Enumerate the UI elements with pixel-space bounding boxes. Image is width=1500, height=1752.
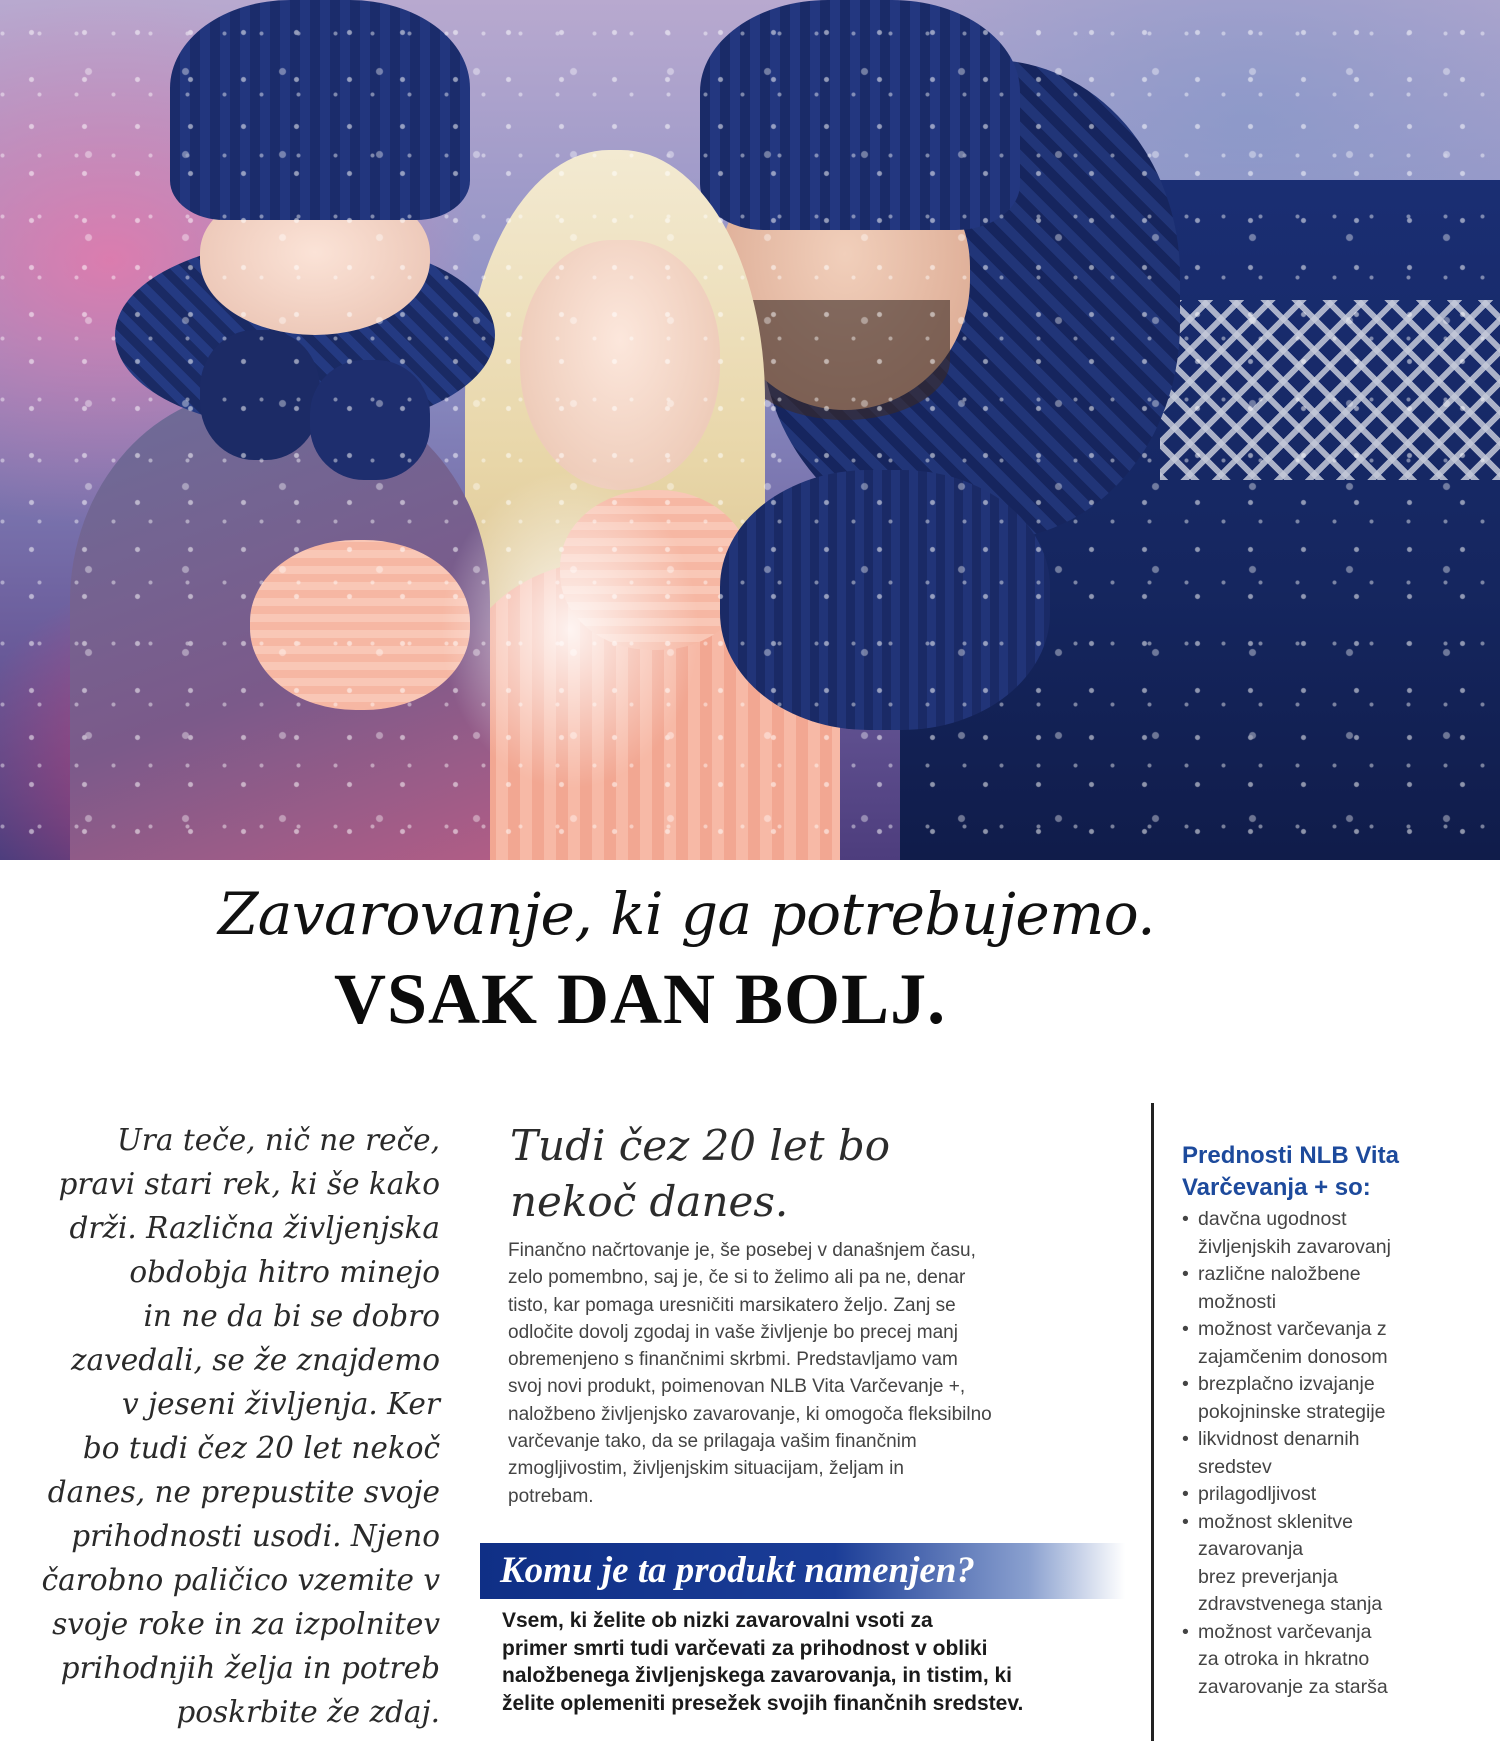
benefit-text: življenjskih zavarovanj xyxy=(1198,1235,1391,1258)
benefit-item xyxy=(1182,1481,1492,1509)
banner-title: Komu je ta produkt namenjen? xyxy=(500,1550,975,1591)
quote-line: danes, ne prepustite svoje xyxy=(47,1475,440,1509)
benefit-text: zavarovanje za starša xyxy=(1198,1675,1388,1698)
body-line: tisto, kar pomaga uresničiti marsikatero željo. Zanj se xyxy=(508,1294,956,1316)
section-heading-line: nekoč danes. xyxy=(510,1177,789,1226)
benefit-item xyxy=(1182,1509,1492,1619)
benefit-text: pokojninske strategije xyxy=(1198,1400,1386,1423)
intro-quote xyxy=(40,1118,440,1734)
quote-line: čarobno paličico vzemite v xyxy=(41,1563,440,1597)
benefit-item xyxy=(1182,1261,1492,1316)
quote-line: obdobja hitro minejo xyxy=(129,1255,440,1289)
benefit-item xyxy=(1182,1619,1492,1702)
benefit-text: • davčna ugodnost xyxy=(1198,1208,1347,1230)
benefits-heading-line: Prednosti NLB Vita xyxy=(1182,1142,1399,1169)
benefit-text: • možnost varčevanja z xyxy=(1198,1318,1387,1340)
audience-line: Vsem, ki želite ob nizki zavarovalni vsoti za xyxy=(502,1609,933,1632)
headline-line2: VSAK DAN BOLJ. xyxy=(334,959,947,1039)
body-line: varčevanje tako, da se prilagaja vašim finančnim xyxy=(508,1431,917,1453)
target-audience-banner xyxy=(480,1543,1125,1599)
benefit-text: zavarovanja xyxy=(1198,1538,1304,1560)
quote-line: v jeseni življenja. Ker xyxy=(121,1387,440,1421)
section-heading-line: Tudi čez 20 let bo xyxy=(510,1121,891,1170)
quote-line: bo tudi čez 20 let nekoč xyxy=(82,1431,440,1465)
quote-line: prihodnosti usodi. Njeno xyxy=(71,1519,440,1553)
section-heading xyxy=(510,1118,990,1230)
quote-line: Ura teče, nič ne reče, xyxy=(116,1123,440,1157)
audience-line: naložbenega življenjskega zavarovanja, in tistim, ki xyxy=(502,1664,1013,1687)
quote-line: poskrbite že zdaj. xyxy=(176,1695,440,1729)
benefit-item xyxy=(1182,1316,1492,1371)
benefit-text: • različne naložbene xyxy=(1198,1263,1361,1285)
benefit-text: • brezplačno izvajanje xyxy=(1198,1373,1375,1395)
benefit-text: možnosti xyxy=(1198,1290,1277,1313)
benefit-text: za otroka in hkratno xyxy=(1198,1648,1370,1670)
quote-line: prihodnjih želja in potreb xyxy=(60,1651,440,1685)
quote-line: zavedali, se že znajdemo xyxy=(70,1343,440,1377)
benefit-item xyxy=(1182,1426,1492,1481)
benefits-heading xyxy=(1182,1140,1482,1204)
body-line: Finančno načrtovanje je, še posebej v današnjem času, xyxy=(508,1240,976,1261)
benefit-item xyxy=(1182,1371,1492,1426)
snowflakes xyxy=(0,0,1500,860)
headline-line1: Zavarovanje, ki ga potrebujemo. xyxy=(218,880,1156,948)
quote-line: in ne da bi se dobro xyxy=(143,1299,440,1333)
benefit-item xyxy=(1182,1206,1492,1261)
benefit-text: • možnost varčevanja xyxy=(1198,1620,1372,1643)
benefit-text: • likvidnost denarnih xyxy=(1198,1428,1360,1450)
body-line: obremenjeno s finančnimi skrbmi. Predstavljamo vam xyxy=(508,1349,958,1371)
column-divider xyxy=(1151,1103,1154,1741)
body-line: svoj novi produkt, poimenovan NLB Vita Varčevanje +, xyxy=(508,1376,966,1398)
body-line: potrebam. xyxy=(508,1485,594,1507)
benefit-text: zdravstvenega stanja xyxy=(1198,1593,1383,1615)
body-line: zmogljivostim, življenjskim situacijam, željam in xyxy=(508,1458,904,1480)
body-line: odločite dovolj zgodaj in vaše življenje bo precej manj xyxy=(508,1321,958,1343)
audience-line: želite oplemeniti presežek svojih finančnih sredstev. xyxy=(502,1691,1024,1715)
benefits-heading-line: Varčevanja + so: xyxy=(1182,1174,1371,1201)
body-line: zelo pomembno, saj je, če si to želimo ali pa ne, denar xyxy=(508,1267,966,1289)
hero-photo xyxy=(0,0,1500,860)
quote-line: pravi stari rek, ki še kako xyxy=(58,1167,440,1201)
benefit-text: sredstev xyxy=(1198,1455,1272,1478)
benefit-text: brez preverjanja xyxy=(1198,1565,1338,1588)
audience-line: primer smrti tudi varčevati za prihodnost v obliki xyxy=(502,1636,988,1660)
quote-line: drži. Različna življenjska xyxy=(69,1211,440,1245)
target-audience-text xyxy=(502,1607,1122,1717)
benefit-text: zajamčenim donosom xyxy=(1198,1345,1388,1368)
body-paragraph xyxy=(508,1237,1068,1510)
body-line: naložbeno življenjsko zavarovanje, ki omogoča fleksibilno xyxy=(508,1403,992,1425)
benefit-text: • možnost sklenitve xyxy=(1198,1510,1353,1533)
benefit-text: • prilagodljivost xyxy=(1198,1483,1317,1505)
quote-line: svoje roke in za izpolnitev xyxy=(52,1607,440,1641)
benefits-list xyxy=(1182,1206,1492,1701)
